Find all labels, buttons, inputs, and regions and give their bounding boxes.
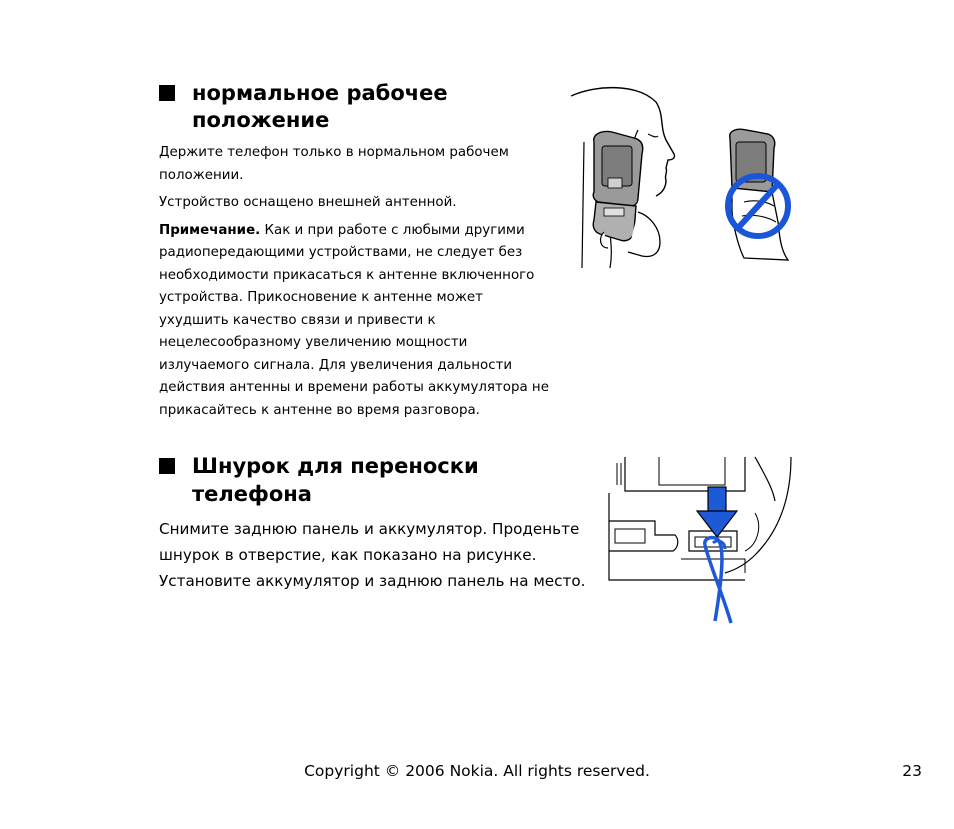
copyright-text: Copyright © 2006 Nokia. All rights reserved. <box>304 762 650 780</box>
section-normal-position <box>159 80 554 422</box>
page-number: 23 <box>902 762 922 780</box>
strap-diagram <box>605 455 795 625</box>
paragraph: Устройство оснащено внешней антенной. <box>159 195 457 210</box>
section-heading <box>159 452 599 508</box>
paragraph: Держите телефон только в нормальном рабочем положении. <box>159 145 509 183</box>
square-bullet-icon <box>159 85 175 101</box>
section-carrying-strap <box>159 452 599 594</box>
section-title: Шнурок для переноски телефона <box>192 454 479 506</box>
paragraph: Снимите заднюю панель и аккумулятор. Проденьте шнурок в отверстие, как показано на рисунке. Установите аккумулятор и заднюю панель на место. <box>159 520 586 590</box>
square-bullet-icon <box>159 458 175 474</box>
section-heading <box>159 80 554 134</box>
strap-illustration <box>605 455 795 625</box>
phone-wrong-grip <box>728 129 788 260</box>
section-title: нормальное рабочее положение <box>192 81 448 132</box>
down-arrow-icon <box>697 487 737 537</box>
phone-correct-grip <box>593 131 660 256</box>
note-text: Как и при работе с любыми другими радиопередающими устройствами, не следует без необходимости прикасаться к антенне включенного устройства. Прикосновение к антенне может ухудшить качество связи и привести к нецелесообразному увеличению мощности излучаемого сигнала. Для увеличения дальности действия антенны и времени работы аккумулятора не прикасайтесь к антенне во время разговора. <box>159 222 549 418</box>
note-label: Примечание. <box>159 222 261 238</box>
antenna-illustration <box>568 82 798 272</box>
section-body <box>159 142 554 422</box>
note-paragraph <box>159 220 554 423</box>
phone-usage-illustration <box>568 82 798 272</box>
